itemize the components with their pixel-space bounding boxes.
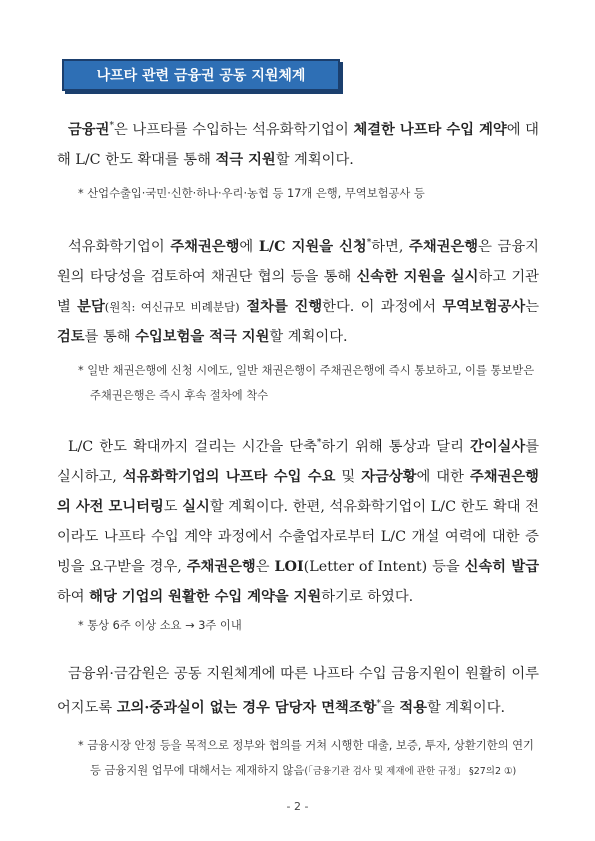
section-title-box — [62, 59, 340, 91]
paragraph-3: L/C 한도 확대까지 걸리는 시간을 단축*하기 위해 통상과 달리 간이실사를 실시하고, 석유화학기업의 나프타 수입 수요 및 자금상황에 대한 주채권은행의 사전 모니터링도 실시할 계획이다. 한편, 석유화학기업이 L/C 한도 확대 전이라도 나프타 수입 계약 과정에서 수출업자로부터 L/C 개설 여력에 대한 증빙을 요구받을 경우, 주채권은행은 LOI(Letter of Intent) 등을 신속히 발급하여 해당 기업의 원활한 수입 계약을 지원하기로 하였다. — [57, 438, 540, 605]
section-title: 나프타 관련 금융권 공동 지원체계 — [96, 68, 306, 84]
page-number: - 2 - — [286, 800, 309, 813]
paragraph-2: 석유화학기업이 주채권은행에 L/C 지원을 신청*하면, 주채권은행은 금융지원의 타당성을 검토하여 채권단 협의 등을 통해 신속한 지원을 실시하고 기관별 분담(원칙: 여신규모 비례분담) 절차를 진행한다. 이 과정에서 무역보험공사는 검토를 통해 수입보험을 적극 지원할 계획이다. — [57, 238, 540, 345]
paragraph-4: 금융위·금감원은 공동 지원체계에 따른 나프타 수입 금융지원이 원활히 이루어지도록 고의·중과실이 없는 경우 담당자 면책조항*을 적용할 계획이다. — [57, 666, 539, 716]
footnote-4: * 금융시장 안정 등을 목적으로 정부와 협의를 거쳐 시행한 대출, 보증, 투자, 상환기한의 연기 등 금융지원 업무에 대해서는 제재하지 않음(「금융기관 검사 및 제재에 관한 규정」 §27의2 ①) — [78, 739, 534, 777]
footnote-3: * 통상 6주 이상 소요 → 3주 이내 — [78, 619, 242, 632]
footnote-2: * 일반 채권은행에 신청 시에도, 일반 채권은행이 주채권은행에 즉시 통보하고, 이를 통보받은 주채권은행은 즉시 후속 절차에 착수 — [78, 364, 535, 402]
paragraph-1: 금융권*은 나프타를 수입하는 석유화학기업이 체결한 나프타 수입 계약에 대해 L/C 한도 확대를 통해 적극 지원할 계획이다. — [57, 121, 539, 168]
footnote-1: * 산업수출입·국민·신한·하나·우리·농협 등 17개 은행, 무역보험공사 등 — [78, 187, 425, 200]
